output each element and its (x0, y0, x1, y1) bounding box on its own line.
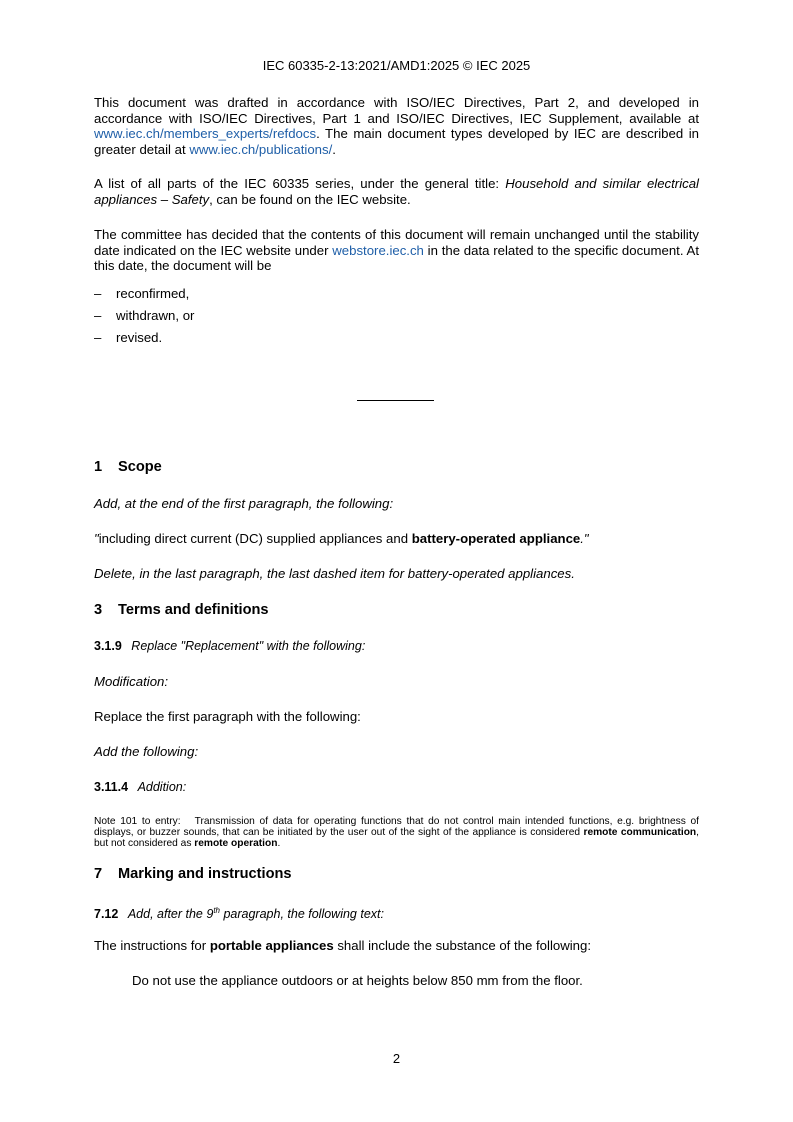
scope-instruction-2: Delete, in the last paragraph, the last dashed item for battery-operated appliances. (94, 566, 575, 581)
page-number: 2 (392, 1051, 401, 1066)
add-instruction: Add the following: (94, 744, 199, 759)
publications-link[interactable]: www.iec.ch/publications/ (189, 141, 333, 157)
section-heading-terms: 3 Terms and definitions (94, 602, 269, 618)
clause-7-12: 7.12 Add, after the 9th paragraph, the following text: (94, 906, 384, 922)
modification-label: Modification: (94, 674, 169, 689)
section-heading-scope: 1 Scope (94, 459, 162, 475)
scope-instruction-1: Add, at the end of the first paragraph, the following: (94, 496, 394, 511)
list-item: – withdrawn, or (94, 308, 699, 330)
page-header: IEC 60335-2-13:2021/AMD1:2025 © IEC 2025 (262, 58, 531, 73)
stability-options-list (94, 286, 699, 352)
warning-text: Do not use the appliance outdoors or at heights below 850 mm from the floor. (132, 973, 583, 988)
refdocs-link[interactable]: www.iec.ch/members_experts/refdocs (94, 126, 317, 142)
section-heading-marking: 7 Marking and instructions (94, 866, 292, 882)
clause-3-11-4: 3.11.4 Addition: (94, 780, 187, 794)
list-item: – reconfirmed, (94, 286, 699, 308)
clause-3-1-9: 3.1.9 Replace "Replacement" with the following: (94, 639, 366, 653)
defined-term: portable appliances (209, 938, 334, 953)
series-title: Household and similar electrical appliances – Safety (94, 176, 699, 207)
separator-line (357, 400, 434, 401)
note-101: Note 101 to entry: Transmission of data for operating functions that do not control main intended functions, e.g. brightness of displays, or buzzer sounds, that can be initiated by the user out of the sight of the appliance is considered remote communication, but not considered as remote operation. (94, 816, 700, 849)
webstore-link[interactable]: webstore.iec.ch (332, 242, 424, 258)
intro-paragraph-3: The committee has decided that the contents of this document will remain unchanged until the stability date indicated on the IEC website under webstore.iec.ch in the data related to the specific document. At this date, the document will be (94, 227, 699, 274)
instructions-paragraph: The instructions for portable appliances shall include the substance of the following: (94, 938, 591, 953)
intro-paragraph-1: This document was drafted in accordance with ISO/IEC Directives, Part 2, and developed in accordance with ISO/IEC Directives, Part 1 and ISO/IEC Directives, IEC Supplement, available at www.iec.ch/members_experts/refdocs. The main document types developed by IEC are described in greater detail at www.iec.ch/publications/. (94, 95, 699, 157)
intro-paragraph-2: A list of all parts of the IEC 60335 series, under the general title: Household and similar electrical appliances – Safety, can be found on the IEC website. (94, 176, 699, 207)
replace-instruction: Replace the first paragraph with the following: (94, 709, 361, 724)
scope-quote: "including direct current (DC) supplied appliances and battery-operated appliance." (94, 531, 589, 546)
defined-term: battery-operated appliance (411, 531, 581, 546)
list-item: – revised. (94, 330, 699, 352)
